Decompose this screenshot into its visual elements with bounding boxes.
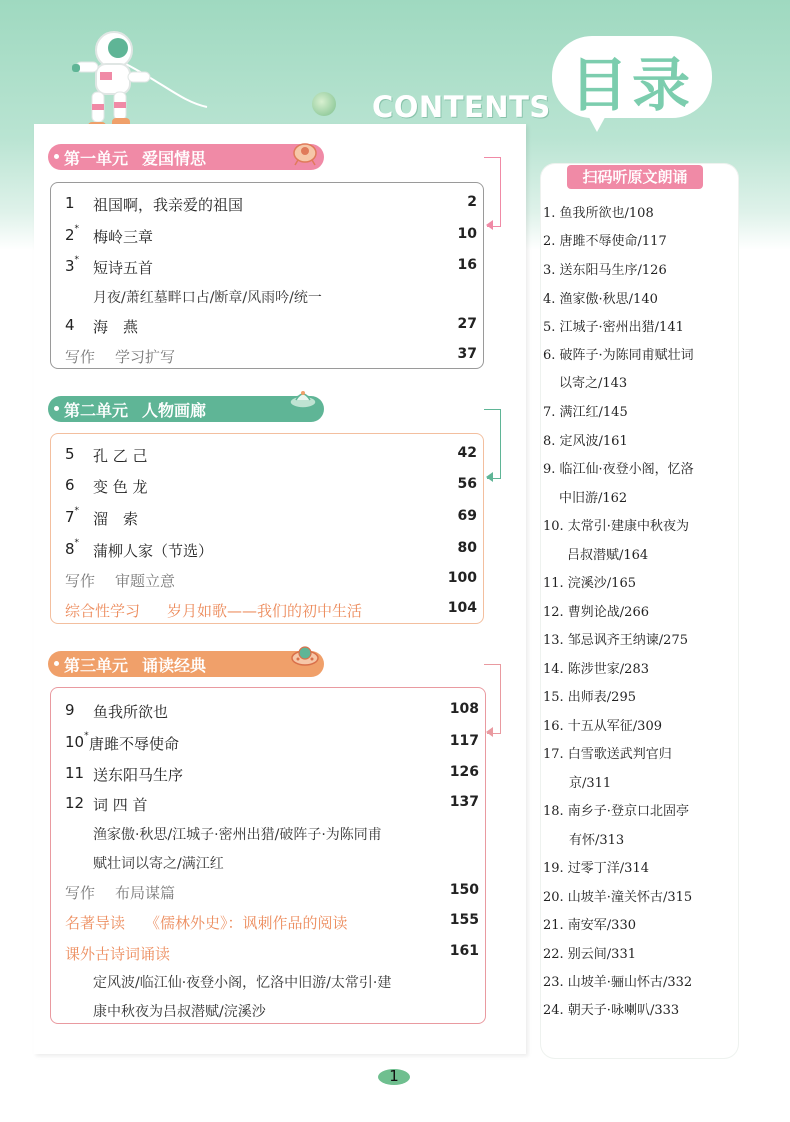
toc-entry[interactable] — [51, 761, 485, 787]
toc-entry[interactable] — [51, 597, 483, 623]
optional-mark: * — [74, 255, 80, 265]
entry-title: 审题立意 — [115, 572, 176, 590]
entry-number: 10* — [65, 731, 89, 751]
entry-number: 7* — [65, 506, 80, 526]
entry-number: 9 — [65, 701, 75, 719]
entry-title: 梅岭三章 — [93, 228, 154, 246]
entry-number: 3* — [65, 255, 80, 275]
entry-number: 1 — [65, 194, 75, 212]
entry-page: 137 — [449, 794, 479, 810]
subentry-text: 赋壮词以寄之/满江红 — [93, 856, 224, 872]
toc-entry[interactable] — [51, 567, 483, 593]
entry-page: 69 — [457, 508, 477, 524]
unit-1-box — [50, 182, 484, 369]
entry-page: 80 — [457, 540, 477, 556]
recitation-item[interactable]: 17. 白雪歌送武判官归 — [543, 747, 672, 762]
entry-title: 蒲柳人家（节选） — [93, 542, 214, 560]
entry-title: 短诗五首 — [93, 259, 154, 277]
toc-entry[interactable] — [51, 940, 485, 966]
entry-number: 2* — [65, 224, 80, 244]
recitation-item-continued[interactable]: 京/311 — [569, 776, 612, 791]
unit-3-connector — [484, 664, 501, 733]
entry-page: 155 — [449, 912, 479, 928]
entry-label: 写作 — [65, 572, 96, 590]
entry-page: 42 — [457, 445, 477, 461]
toc-entry[interactable] — [51, 313, 483, 339]
recitation-item[interactable]: 6. 破阵子·为陈同甫赋壮词 — [543, 348, 694, 363]
entry-page: 16 — [457, 257, 477, 273]
recitation-item[interactable]: 24. 朝天子·咏喇叭/333 — [543, 1003, 680, 1018]
entry-title: 布局谋篇 — [115, 884, 176, 902]
entry-page: 27 — [457, 316, 477, 332]
subentry-text: 渔家傲·秋思/江城子·密州出猎/破阵子·为陈同甫 — [93, 827, 382, 843]
entry-title: 鱼我所欲也 — [93, 703, 169, 721]
entry-page: 2 — [467, 194, 477, 210]
unit-3-label: 第三单元 — [64, 655, 129, 675]
optional-mark: * — [84, 731, 89, 741]
toc-entry[interactable] — [51, 879, 485, 905]
entry-title: 海 燕 — [93, 318, 139, 336]
recitation-item[interactable]: 4. 渔家傲·秋思/140 — [543, 292, 658, 307]
entry-page: 104 — [447, 600, 477, 616]
unit-2-header — [48, 396, 324, 422]
toc-entry[interactable] — [51, 343, 483, 369]
recitation-item[interactable]: 14. 陈涉世家/283 — [543, 662, 649, 677]
unit-1-connector-bottom — [487, 224, 501, 227]
entry-number: 12 — [65, 794, 85, 812]
unit-3-title: 诵读经典 — [142, 655, 207, 675]
entry-page: 56 — [457, 476, 477, 492]
recitation-item[interactable]: 8. 定风波/161 — [543, 434, 628, 449]
spaceship-icon — [290, 640, 320, 670]
entry-page: 150 — [449, 882, 479, 898]
optional-mark: * — [74, 506, 80, 516]
recitation-item[interactable]: 16. 十五从军征/309 — [543, 719, 662, 734]
recitation-item[interactable]: 15. 出师表/295 — [543, 690, 636, 705]
bullet-dot — [54, 406, 59, 411]
entry-label: 写作 — [65, 348, 96, 366]
toc-subentry — [51, 969, 485, 995]
entry-label: 写作 — [65, 884, 96, 902]
entry-title: 变 色 龙 — [93, 478, 148, 496]
toc-entry[interactable] — [51, 442, 483, 468]
toc-entry[interactable] — [51, 791, 485, 817]
toc-subentry — [51, 284, 483, 310]
astronaut-illustration — [62, 22, 212, 137]
optional-mark: * — [74, 224, 80, 234]
unit-1-label: 第一单元 — [64, 148, 129, 168]
recitation-item[interactable]: 13. 邹忌讽齐王纳谏/275 — [543, 633, 688, 648]
recitation-item[interactable]: 23. 山坡羊·骊山怀古/332 — [543, 975, 693, 990]
recitation-item[interactable]: 5. 江城子·密州出猎/141 — [543, 320, 684, 335]
unit-1-connector — [484, 157, 501, 226]
unit-3-connector-bottom — [487, 731, 501, 734]
recitation-item[interactable]: 18. 南乡子·登京口北固亭 — [543, 804, 689, 819]
unit-3-box — [50, 687, 486, 1024]
recitation-item[interactable]: 21. 南安军/330 — [543, 918, 636, 933]
toc-entry[interactable] — [51, 505, 483, 531]
toc-entry[interactable] — [51, 537, 483, 563]
toc-entry[interactable] — [51, 473, 483, 499]
unit-1-header — [48, 144, 324, 170]
subentry-text: 康中秋夜为吕叔潜赋/浣溪沙 — [93, 1004, 266, 1020]
page-number: 1 — [378, 1069, 410, 1085]
ufo-icon — [288, 384, 318, 414]
recitation-item[interactable]: 20. 山坡羊·潼关怀古/315 — [543, 890, 693, 905]
unit-2-connector-bottom — [487, 476, 501, 479]
unit-2-label: 第二单元 — [64, 400, 129, 420]
entry-number: 6 — [65, 476, 75, 494]
toc-entry[interactable] — [51, 191, 483, 217]
bullet-dot — [54, 154, 59, 159]
recitation-item-continued[interactable]: 中旧游/162 — [559, 491, 628, 506]
recitation-item-continued[interactable]: 有怀/313 — [569, 833, 625, 848]
entry-title: 送东阳马生序 — [93, 766, 184, 784]
recitation-item[interactable]: 12. 曹刿论战/266 — [543, 605, 649, 620]
recitation-item-continued[interactable]: 以寄之/143 — [559, 376, 628, 391]
recitation-item[interactable]: 10. 太常引·建康中秋夜为 — [543, 519, 689, 534]
unit-2-connector — [484, 409, 501, 478]
entry-label: 名著导读 — [65, 914, 126, 932]
recitation-item[interactable]: 9. 临江仙·夜登小阁，忆洛 — [543, 462, 694, 477]
entry-title: 岁月如歌——我们的初中生活 — [167, 602, 363, 620]
recitation-item[interactable]: 1. 鱼我所欲也/108 — [543, 206, 654, 221]
entry-number: 5 — [65, 445, 75, 463]
toc-subentry — [51, 850, 485, 876]
toc-subentry — [51, 821, 485, 847]
recitation-item[interactable]: 7. 满江红/145 — [543, 405, 628, 420]
optional-mark: * — [74, 538, 80, 548]
entry-label: 综合性学习 — [65, 602, 141, 620]
entry-page: 10 — [457, 226, 477, 242]
toc-entry[interactable] — [51, 223, 483, 249]
recitation-item[interactable]: 11. 浣溪沙/165 — [543, 576, 636, 591]
subentry-text: 定风波/临江仙·夜登小阁，忆洛中旧游/太常引·建 — [93, 975, 392, 991]
entry-title: 孔 乙 己 — [93, 447, 148, 465]
entry-number: 4 — [65, 316, 75, 334]
bullet-dot — [54, 661, 59, 666]
unit-2-box — [50, 433, 484, 624]
unit-2-title: 人物画廊 — [142, 400, 207, 420]
toc-entry[interactable] — [51, 909, 485, 935]
rocket-icon — [290, 136, 320, 166]
recitation-item[interactable]: 19. 过零丁洋/314 — [543, 861, 649, 876]
recitation-item[interactable]: 3. 送东阳马生序/126 — [543, 263, 667, 278]
recitation-item-continued[interactable]: 吕叔潜赋/164 — [567, 548, 649, 563]
toc-entry[interactable] — [51, 730, 485, 756]
unit-3-header — [48, 651, 324, 677]
unit-1-title: 爱国情思 — [142, 148, 207, 168]
entry-number: 11 — [65, 764, 85, 782]
entry-page: 126 — [449, 764, 479, 780]
entry-title: 唐雎不辱使命 — [89, 735, 180, 753]
entry-page: 161 — [449, 943, 479, 959]
planet-decoration — [312, 92, 336, 116]
entry-title: 祖国啊，我亲爱的祖国 — [93, 196, 244, 214]
entry-number: 8* — [65, 538, 80, 558]
toc-entry[interactable] — [51, 254, 483, 280]
toc-subentry — [51, 998, 485, 1024]
entry-label: 课外古诗词诵读 — [65, 945, 171, 963]
entry-page: 100 — [447, 570, 477, 586]
recitation-item[interactable]: 2. 唐雎不辱使命/117 — [543, 234, 667, 249]
toc-entry[interactable] — [51, 698, 485, 724]
entry-page: 108 — [449, 701, 479, 717]
page-title: 目录 — [569, 51, 694, 119]
entry-title: 《儒林外史》：讽刺作品的阅读 — [145, 914, 348, 932]
scan-to-listen-tag[interactable]: 扫码听原文朗诵 — [567, 165, 703, 189]
subentry-text: 月夜/萧红墓畔口占/断章/风雨吟/统一 — [93, 290, 322, 306]
entry-title: 词 四 首 — [93, 796, 148, 814]
entry-title: 学习扩写 — [115, 348, 176, 366]
entry-page: 37 — [457, 346, 477, 362]
entry-page: 117 — [449, 733, 479, 749]
contents-heading: CONTENTS — [372, 90, 551, 124]
entry-title: 溜 索 — [93, 510, 139, 528]
recitation-item[interactable]: 22. 别云间/331 — [543, 947, 636, 962]
